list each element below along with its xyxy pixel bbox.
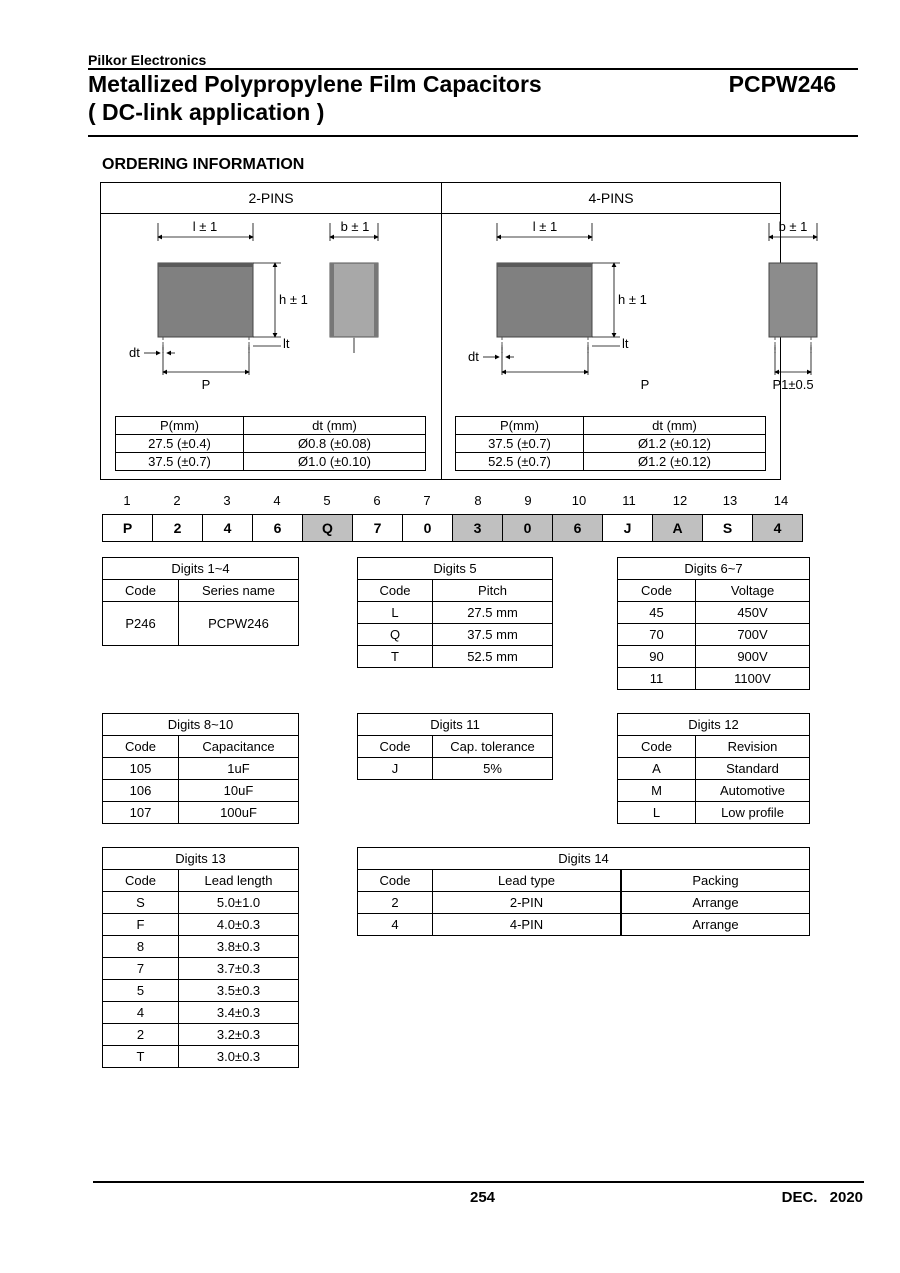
section-title: ORDERING INFORMATION	[102, 156, 305, 173]
seq-number: 3	[223, 493, 231, 508]
table-row: 37.5 (±0.7) Ø1.0 (±0.10)	[116, 453, 426, 471]
table-row: 2 2-PIN Arrange	[358, 892, 810, 914]
capacitor-body-front	[158, 263, 253, 337]
table-row: 45 450V	[618, 602, 810, 624]
table-row: 4 3.4±0.3	[103, 1002, 299, 1024]
seq-char: A	[653, 515, 703, 542]
table-row: J 5%	[358, 758, 553, 780]
seq-number: 9	[524, 493, 532, 508]
dim-p1-label: P1±0.5	[772, 377, 814, 392]
table-row: S 5.0±1.0	[103, 892, 299, 914]
seq-char: P	[103, 515, 153, 542]
table-row: A Standard	[618, 758, 810, 780]
title-rule	[88, 135, 858, 137]
two-pins-header: 2-PINS	[101, 183, 441, 214]
dim-dt-label: dt	[468, 349, 479, 364]
dim-l-label: l ± 1	[192, 219, 218, 234]
two-pin-dim-table: P(mm) dt (mm) 27.5 (±0.4) Ø0.8 (±0.08) 37.5 (±0.7) Ø1.0 (±0.10)	[115, 416, 426, 471]
table-row: M Automotive	[618, 780, 810, 802]
capacitor-body-front	[497, 263, 592, 337]
seq-char: 4	[203, 515, 253, 542]
table-row: L 27.5 mm	[358, 602, 553, 624]
seq-number: 8	[474, 493, 482, 508]
table-row: 2 3.2±0.3	[103, 1024, 299, 1046]
dim-p-label: P	[640, 377, 650, 392]
dim-h-label: h ± 1	[618, 292, 647, 307]
title-line-1: Metallized Polypropylene Film Capacitors	[88, 71, 542, 97]
dim-b-label: b ± 1	[340, 219, 370, 234]
footer-date: DEC. 2020	[781, 1189, 863, 1206]
table-row: 105 1uF	[103, 758, 299, 780]
dim-b-label: b ± 1	[778, 219, 808, 234]
digits-1-4-table: Digits 1~4 Code Series name P246 PCPW246	[102, 557, 299, 646]
dim-p-label: P	[201, 377, 211, 392]
seq-char: Q	[303, 515, 353, 542]
seq-char: 4	[753, 515, 803, 542]
two-pin-drawing	[101, 215, 441, 395]
seq-char: 2	[153, 515, 203, 542]
table-row: P246 PCPW246	[103, 602, 299, 646]
table-row: 90 900V	[618, 646, 810, 668]
table-row: Q 37.5 mm	[358, 624, 553, 646]
table-row: T 3.0±0.3	[103, 1046, 299, 1068]
table-row: 37.5 (±0.7) Ø1.2 (±0.12)	[456, 435, 766, 453]
company-name: Pilkor Electronics	[88, 52, 207, 68]
table-row: F 4.0±0.3	[103, 914, 299, 936]
table-row: 106 10uF	[103, 780, 299, 802]
capacitor-body-side	[769, 263, 817, 337]
table-row: L Low profile	[618, 802, 810, 824]
table-row: 4 4-PIN Arrange	[358, 914, 810, 936]
dim-lt-label: lt	[283, 336, 290, 351]
table-row: T 52.5 mm	[358, 646, 553, 668]
page-title	[88, 70, 542, 126]
seq-number: 6	[373, 493, 381, 508]
seq-char: 7	[353, 515, 403, 542]
seq-number: 7	[423, 493, 431, 508]
seq-number: 5	[323, 493, 331, 508]
seq-number: 10	[571, 493, 587, 508]
part-number-sequence	[102, 514, 803, 542]
seq-number: 12	[672, 493, 688, 508]
title-line-2: ( DC-link application )	[88, 99, 325, 125]
table-row: 5 3.5±0.3	[103, 980, 299, 1002]
table-row: 70 700V	[618, 624, 810, 646]
seq-number: 14	[773, 493, 789, 508]
table-row: 8 3.8±0.3	[103, 936, 299, 958]
dim-l-label: l ± 1	[532, 219, 558, 234]
seq-char: J	[603, 515, 653, 542]
dim-h-label: h ± 1	[279, 292, 308, 307]
seq-number: 1	[123, 493, 131, 508]
seq-number: 13	[722, 493, 738, 508]
table-row: 107 100uF	[103, 802, 299, 824]
four-pin-dim-table: P(mm) dt (mm) 37.5 (±0.7) Ø1.2 (±0.12) 52.5 (±0.7) Ø1.2 (±0.12)	[455, 416, 766, 471]
table-row: 7 3.7±0.3	[103, 958, 299, 980]
digits-13-table: Digits 13 Code Lead length S 5.0±1.0 F 4.0±0.3 8 3.8±0.3 7 3.7±0.3 5 3.5±0.3 4 3.4±0.3 2 3.2±0.3 T 3.0±0.3	[102, 847, 299, 1068]
part-number: PCPW246	[728, 71, 836, 97]
four-pin-drawing	[442, 215, 814, 395]
dim-dt-label: dt	[129, 345, 140, 360]
digits-6-7-table: Digits 6~7 Code Voltage 45 450V 70 700V 90 900V 11 1100V	[617, 557, 810, 690]
four-pins-header: 4-PINS	[442, 183, 780, 214]
seq-char: 6	[253, 515, 303, 542]
digits-5-table: Digits 5 Code Pitch L 27.5 mm Q 37.5 mm T 52.5 mm	[357, 557, 553, 668]
table-row: 11 1100V	[618, 668, 810, 690]
page-number: 254	[470, 1189, 496, 1206]
digits-12-table: Digits 12 Code Revision A Standard M Automotive L Low profile	[617, 713, 810, 824]
seq-char: 0	[403, 515, 453, 542]
footer-rule	[93, 1181, 864, 1183]
seq-char: S	[703, 515, 753, 542]
dim-lt-label: lt	[622, 336, 629, 351]
seq-number: 4	[273, 493, 281, 508]
digits-14-table: Digits 14 Code Lead type Packing 2 2-PIN Arrange 4 4-PIN Arrange	[357, 847, 810, 936]
digits-8-10-table: Digits 8~10 Code Capacitance 105 1uF 106 10uF 107 100uF	[102, 713, 299, 824]
seq-number: 11	[622, 493, 636, 508]
seq-char: 0	[503, 515, 553, 542]
table-row: 52.5 (±0.7) Ø1.2 (±0.12)	[456, 453, 766, 471]
seq-number: 2	[173, 493, 181, 508]
pins-diagram-box	[100, 182, 814, 480]
digits-11-table: Digits 11 Code Cap. tolerance J 5%	[357, 713, 553, 780]
seq-char: 6	[553, 515, 603, 542]
seq-char: 3	[453, 515, 503, 542]
table-row: 27.5 (±0.4) Ø0.8 (±0.08)	[116, 435, 426, 453]
capacitor-body-side	[330, 263, 378, 337]
